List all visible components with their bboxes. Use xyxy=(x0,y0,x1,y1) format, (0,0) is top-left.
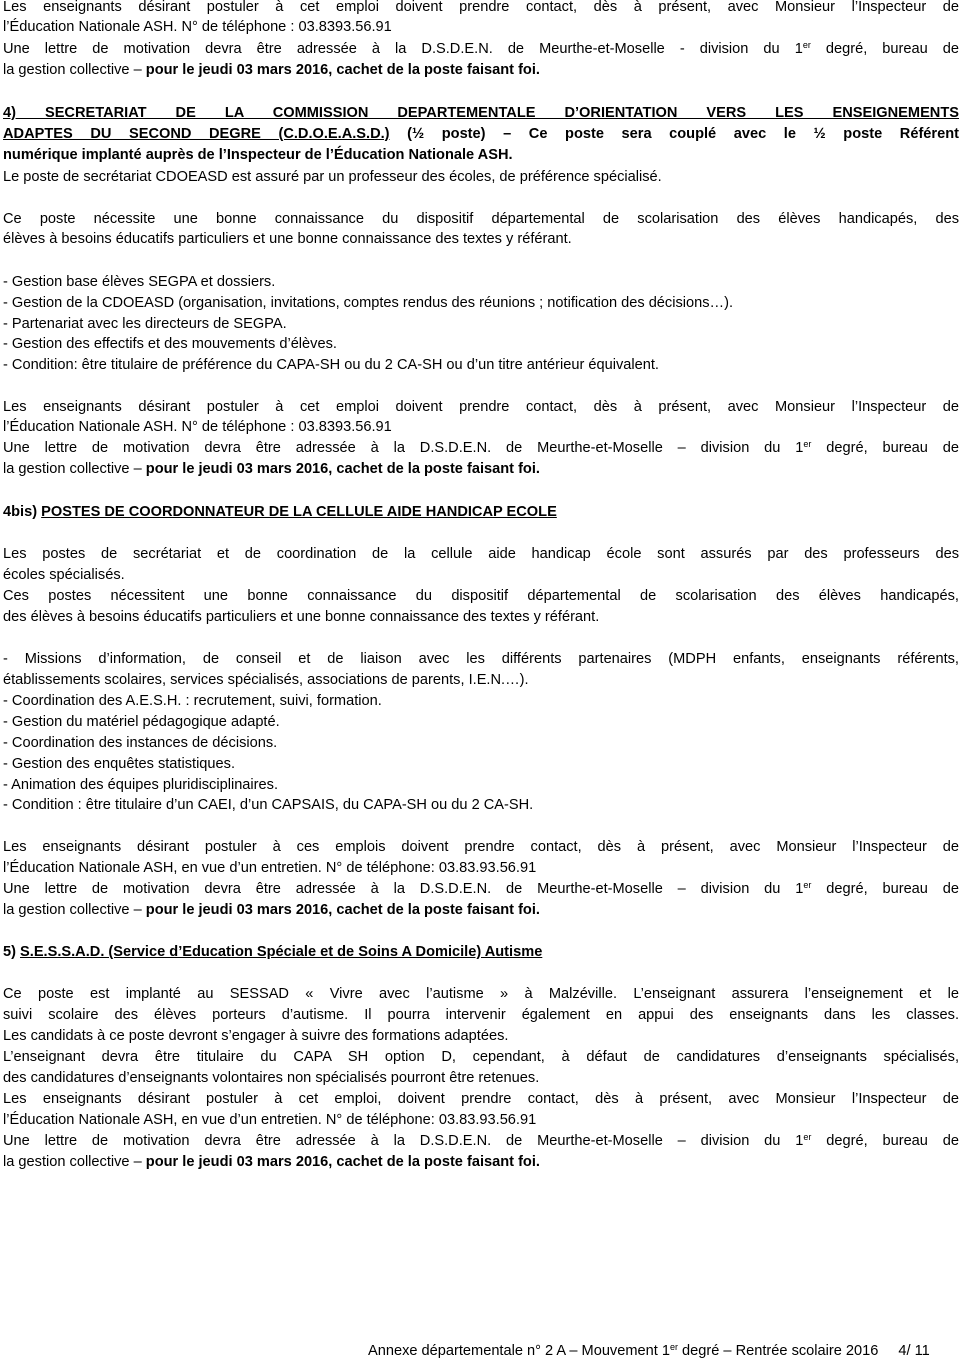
paragraph-line: Les candidats à ce poste devront s’engager à suivre des formations adaptées. xyxy=(3,1028,509,1044)
deadline-text: pour le jeudi 03 mars 2016, cachet de la poste faisant foi. xyxy=(145,902,540,918)
list-item: - Gestion du matériel pédagogique adapté. xyxy=(3,714,280,730)
list-item: - Missions d’information, de conseil et de liaison avec les différents partenaires (MDPH enfants, enseignants référents, xyxy=(3,651,959,667)
section-heading: 5) S.E.S.S.A.D. (Service d’Education Spéciale et de Soins A Domicile) Autisme xyxy=(3,944,543,960)
paragraph-line: Une lettre de motivation devra être adressée à la D.S.D.E.N. de Meurthe-et-Moselle – division du 1er degré, bureau de xyxy=(3,880,960,897)
list-item: - Gestion des effectifs et des mouvements d’élèves. xyxy=(3,336,337,352)
paragraph-line: l’Éducation Nationale ASH. N° de téléphone : 03.8393.56.91 xyxy=(3,19,392,35)
paragraph-line: suivi scolaire des élèves porteurs d’autisme. Il pourra intervenir également en appui des enseignants dans les classes. xyxy=(3,1007,959,1023)
paragraph-line: élèves à besoins éducatifs particuliers et une bonne connaissance des textes y référant. xyxy=(3,231,572,247)
paragraph-line: Les enseignants désirant postuler à ces emplois doivent prendre contact, dès à présent, avec Monsieur l’Inspecteur de xyxy=(3,839,959,855)
list-item: - Condition : être titulaire d’un CAEI, d’un CAPSAIS, du CAPA-SH ou du 2 CA-SH. xyxy=(3,797,534,813)
footer-text: Annexe départementale n° 2 A – Mouvement 1 xyxy=(368,1343,670,1359)
paragraph-line: Les enseignants désirant postuler à cet emploi, doivent prendre contact, dès à présent, avec Monsieur l’Inspecteur de xyxy=(3,1091,959,1107)
paragraph-line: des candidatures d’enseignants volontaires non spécialisés pourront être retenues. xyxy=(3,1070,540,1086)
paragraph-line: des élèves à besoins éducatifs particuliers et une bonne connaissance des textes y référant. xyxy=(3,609,600,625)
section-heading: numérique implanté auprès de l’Inspecteur de l’Éducation Nationale ASH. xyxy=(3,147,513,163)
paragraph-line: écoles spécialisés. xyxy=(3,567,125,583)
paragraph-line: Les postes de secrétariat et de coordination de la cellule aide handicap école sont assurés par des professeurs des xyxy=(3,546,959,562)
paragraph-line: l’Éducation Nationale ASH, en vue d’un entretien. N° de téléphone: 03.83.93.56.91 xyxy=(3,860,537,876)
paragraph-line: Ces postes nécessitent une bonne connaissance du dispositif départemental de scolarisation des élèves handicapés, xyxy=(3,588,959,604)
list-item: - Partenariat avec les directeurs de SEGPA. xyxy=(3,316,287,332)
list-item: - Animation des équipes pluridisciplinaires. xyxy=(3,777,278,793)
page-footer: Annexe départementale n° 2 A – Mouvement 1er degré – Rentrée scolaire 2016 4/ 11 xyxy=(368,1342,930,1359)
paragraph-line: Une lettre de motivation devra être adressée à la D.S.D.E.N. de Meurthe-et-Moselle – division du 1er degré, bureau de xyxy=(3,1132,960,1149)
paragraph-line: Le poste de secrétariat CDOEASD est assuré par un professeur des écoles, de préférence spécialisé. xyxy=(3,169,662,185)
deadline-text: pour le jeudi 03 mars 2016, cachet de la poste faisant foi. xyxy=(145,461,540,477)
page-number: 4/ 11 xyxy=(898,1343,930,1359)
paragraph-line: la gestion collective – pour le jeudi 03 mars 2016, cachet de la poste faisant foi. xyxy=(3,902,540,918)
paragraph-line: Ce poste est implanté au SESSAD « Vivre avec l’autisme » à Malzéville. L’enseignant assurera l’enseignement et le xyxy=(3,986,959,1002)
paragraph-line: Les enseignants désirant postuler à cet emploi doivent prendre contact, dès à présent, avec Monsieur l’Inspecteur de xyxy=(3,0,959,15)
list-item: - Condition: être titulaire de préférence du CAPA-SH ou du 2 CA-SH ou d’un titre antérieur équivalent. xyxy=(3,357,659,373)
section-heading: 4bis) POSTES DE COORDONNATEUR DE LA CELLULE AIDE HANDICAP ECOLE xyxy=(3,504,557,520)
list-item: - Gestion de la CDOEASD (organisation, invitations, comptes rendus des réunions ; notification des décisions…). xyxy=(3,295,734,311)
paragraph-line: Une lettre de motivation devra être adressée à la D.S.D.E.N. de Meurthe-et-Moselle – division du 1er degré, bureau de xyxy=(3,439,960,456)
paragraph-line: la gestion collective – pour le jeudi 03 mars 2016, cachet de la poste faisant foi. xyxy=(3,461,540,477)
paragraph-line: la gestion collective – pour le jeudi 03 mars 2016, cachet de la poste faisant foi. xyxy=(3,62,540,78)
paragraph-line: Une lettre de motivation devra être adressée à la D.S.D.E.N. de Meurthe-et-Moselle - division du 1er degré, bureau de xyxy=(3,40,959,57)
list-item: - Coordination des instances de décisions. xyxy=(3,735,278,751)
section-heading: 4) SECRETARIAT DE LA COMMISSION DEPARTEMENTALE D’ORIENTATION VERS LES ENSEIGNEMENTS xyxy=(3,105,959,121)
list-item: établissements scolaires, services spécialisés, associations de parents, I.E.N.…). xyxy=(3,672,529,688)
paragraph-line: la gestion collective – pour le jeudi 03 mars 2016, cachet de la poste faisant foi. xyxy=(3,1154,540,1170)
paragraph-line: l’Éducation Nationale ASH. N° de téléphone : 03.8393.56.91 xyxy=(3,419,392,435)
deadline-text: pour le jeudi 03 mars 2016, cachet de la poste faisant foi. xyxy=(145,1154,540,1170)
paragraph-line: l’Éducation Nationale ASH, en vue d’un entretien. N° de téléphone: 03.83.93.56.91 xyxy=(3,1112,537,1128)
paragraph-line: Ce poste nécessite une bonne connaissance du dispositif départemental de scolarisation des élèves handicapés, des xyxy=(3,211,959,227)
section-heading: ADAPTES DU SECOND DEGRE (C.D.O.E.A.S.D.) (½ poste) – Ce poste sera couplé avec le ½ poste Référent xyxy=(3,126,959,142)
deadline-text: pour le jeudi 03 mars 2016, cachet de la poste faisant foi. xyxy=(145,62,540,78)
paragraph-line: Les enseignants désirant postuler à cet emploi doivent prendre contact, dès à présent, avec Monsieur l’Inspecteur de xyxy=(3,399,959,415)
list-item: - Gestion des enquêtes statistiques. xyxy=(3,756,236,772)
list-item: - Gestion base élèves SEGPA et dossiers. xyxy=(3,274,276,290)
list-item: - Coordination des A.E.S.H. : recrutement, suivi, formation. xyxy=(3,693,382,709)
paragraph-line: L’enseignant devra être titulaire du CAPA SH option D, cependant, à défaut de candidatures d’enseignants spécialisés, xyxy=(3,1049,959,1065)
